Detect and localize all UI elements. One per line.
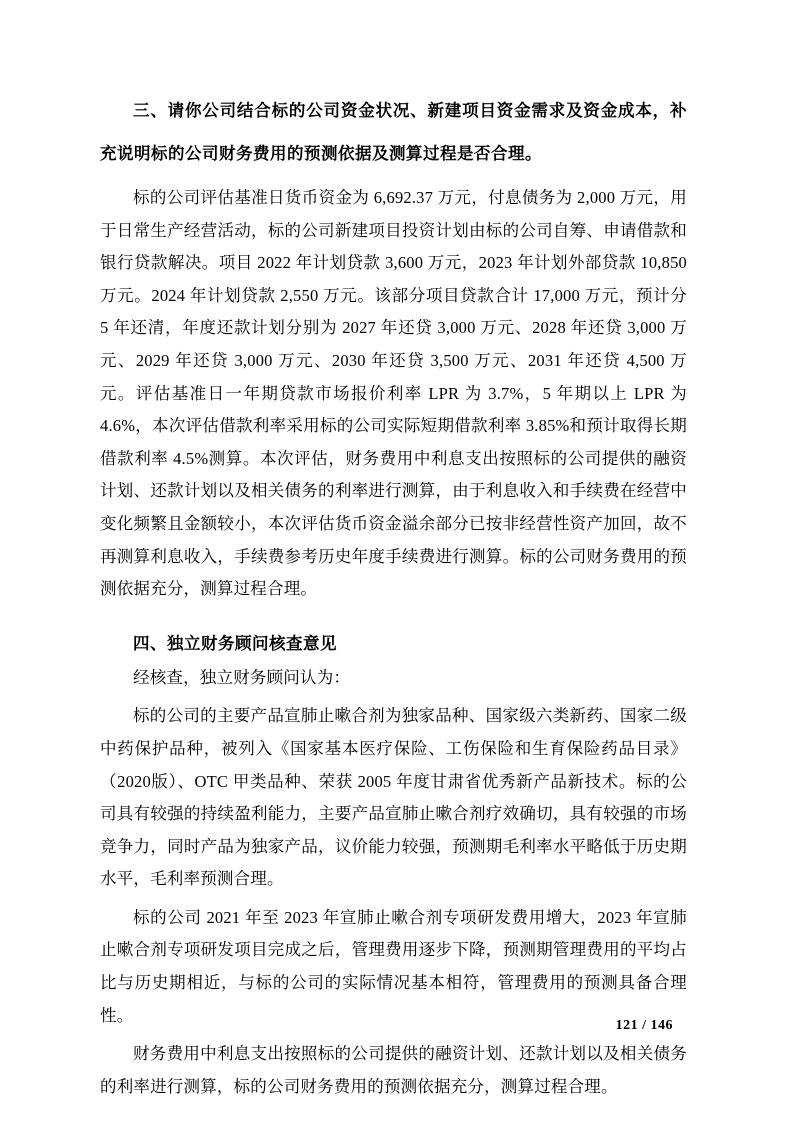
paragraph-financial-expense-conclusion: 财务费用中利息支出按照标的公司提供的融资计划、还款计划以及相关债务的利率进行测算，标的公司财务费用的预测依据充分，测算过程合理。 [100, 1044, 687, 1096]
paragraph-financial-expense-forecast: 标的公司评估基准日货币资金为 6,692.37 万元，付息债务为 2,000 万元，用于日常生产经营活动，标的公司新建项目投资计划由标的公司自筹、申请借款和银行贷款解决。项目 2022 年计划贷款 3,600 万元，2023 年计划外部贷款 10,850 万元。2024 年计划贷款 2,550 万元。该部分项目贷款合计 17,000 万元，预计分 5 年还清，年度还款计划分别为 2027 年还贷 3,000 万元、2028 年还贷 3,000 万元、2029 年还贷 3,000 万元、2030 年还贷 3,500 万元、2031 年还贷 4,500 万元。评估基准日一年期贷款市场报价利率 LPR 为 3.7%，5 年期以上 LPR 为 4.6%，本次评估借款利率采用标的公司实际短期借款利率 3.85%和预计取得长期借款利率 4.5%测算。本次评估，财务费用中利息支出按照标的公司提供的融资计划、还款计划以及相关债务的利率进行测算，由于利息收入和手续费在经营中变化频繁且金额较小，本次评估货币资金溢余部分已按非经营性资产加回，故不再测算利息收入，手续费参考历史年度手续费进行测算。标的公司财务费用的预测依据充分，测算过程合理。 [100, 188, 687, 599]
section-heading-question-3: 三、请你公司结合标的公司资金状况、新建项目资金需求及资金成本，补充说明标的公司财务费用的预测依据及测算过程是否合理。 [100, 102, 687, 163]
page-number: 121 / 146 [615, 1018, 673, 1033]
paragraph-verification-intro: 经核查，独立财务顾问认为： [133, 667, 351, 687]
section-heading-advisor-opinion: 四、独立财务顾问核查意见 [133, 634, 337, 653]
paragraph-product-competitiveness: 标的公司的主要产品宣肺止嗽合剂为独家品种、国家级六类新药、国家二级中药保护品种，被列入《国家基本医疗保险、工伤保险和生育保险药品目录》（2020版）、OTC 甲类品种、荣获 2005 年度甘肃省优秀新产品新技术。标的公司具有较强的持续盈利能力，主要产品宣肺止嗽合剂疗效确切，具有较强的市场竞争力，同时产品为独家产品，议价能力较强，预测期毛利率水平略低于历史期水平，毛利率预测合理。 [100, 706, 687, 889]
paragraph-rd-management-expense: 标的公司 2021 年至 2023 年宣肺止嗽合剂专项研发费用增大，2023 年宣肺止嗽合剂专项研发项目完成之后，管理费用逐步下降，预测期管理费用的平均占比与历史期相近，与标的公司的实际情况基本相符，管理费用的预测具备合理性。 [100, 907, 687, 1025]
